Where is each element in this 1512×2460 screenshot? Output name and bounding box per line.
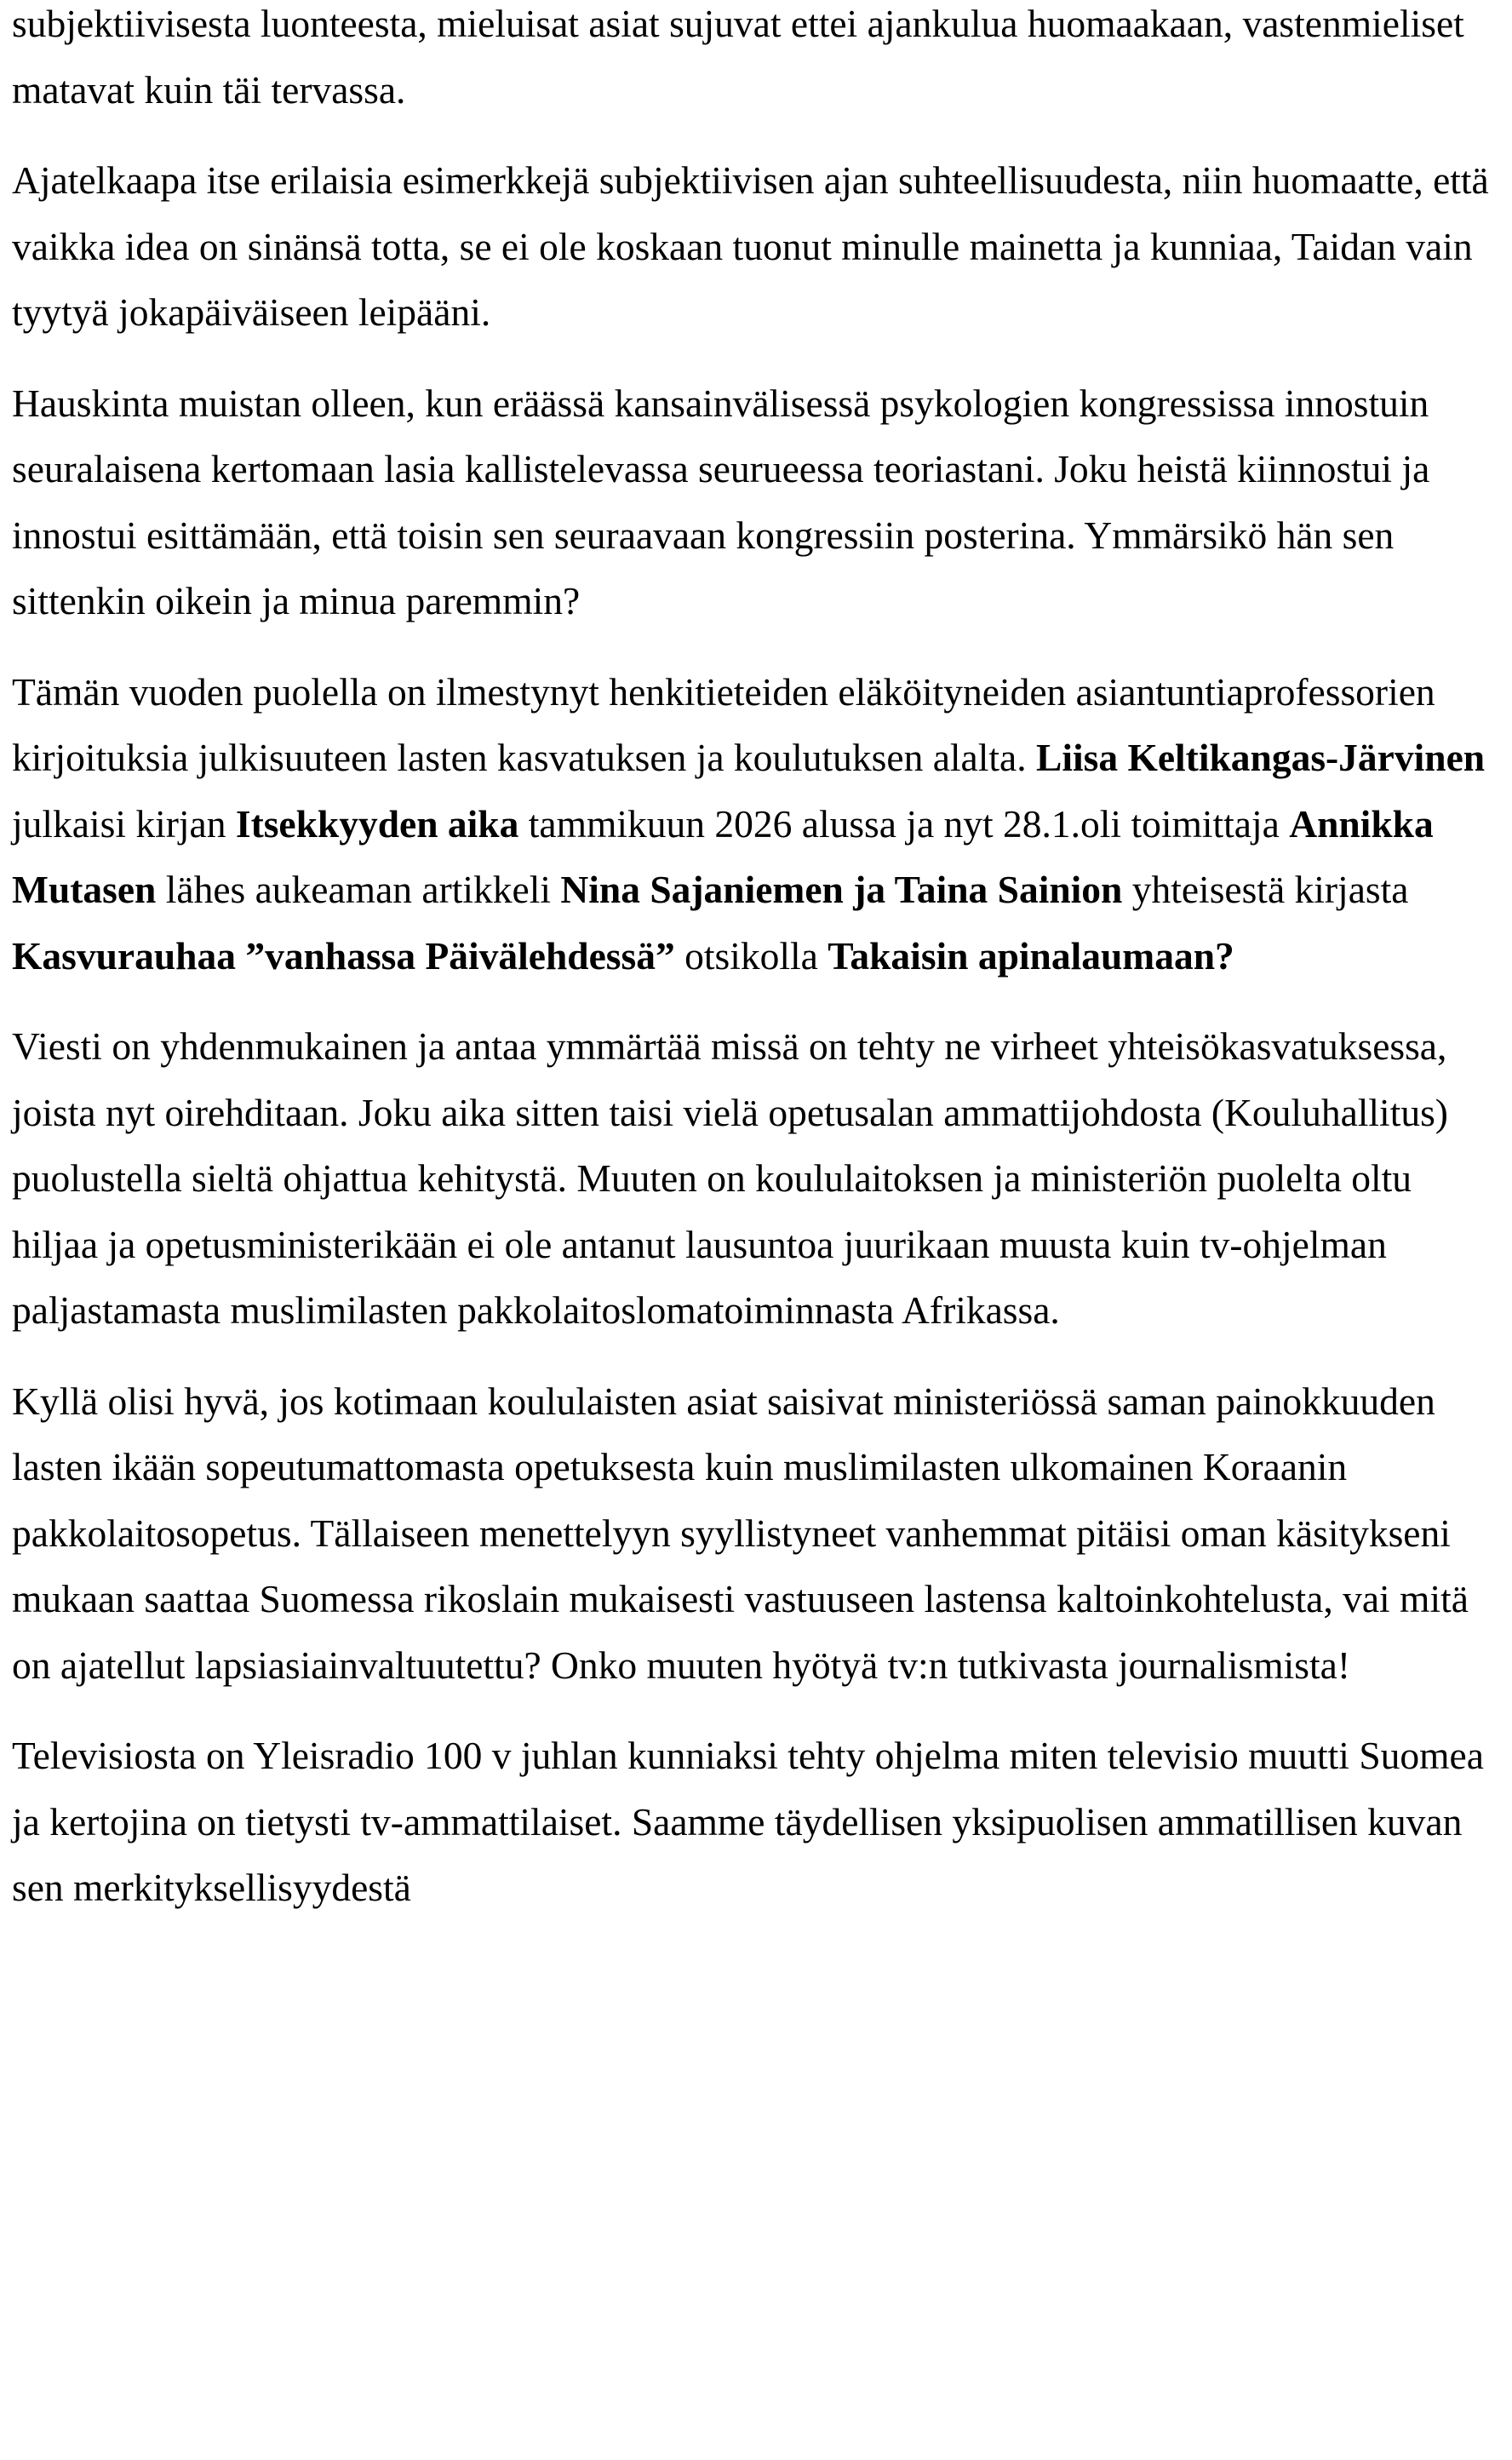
paragraph-4-text-4: lähes aukeaman artikkeli — [156, 868, 561, 911]
journalist-name-annikka-mutasen: Annikka Mutasen — [12, 801, 1434, 911]
paragraph-4-text-6: otsikolla — [674, 933, 828, 978]
paragraph-4 — [12, 659, 1500, 989]
book-title-itsekkyyden-aika: Itsekkyyden aika — [235, 801, 519, 846]
paragraph-4-text-2: julkaisi kirjan — [12, 801, 236, 846]
author-name-liisa-keltikangas-jarvinen: Liisa Keltikangas-Järvinen — [1035, 736, 1486, 779]
paragraph-2: Ajatelkaapa itse erilaisia esimerkkejä subjektiivisen ajan suhteellisuudesta, niin huomaatte, että vaikka idea on sinänsä totta, se ei ole koskaan tuonut minulle mainetta ja kunniaa, Taidan vain tyytyä jokapäiväiseen leipääni. — [12, 158, 1489, 334]
article-title-takaisin-apinalaumaan: Takaisin apinalaumaan? — [828, 933, 1234, 978]
paragraph-4-text-3: tammikuun 2026 alussa ja nyt 28.1.oli toimittaja — [518, 801, 1290, 846]
book-title-kasvurauhaa: Kasvurauhaa ”vanhassa Päivälehdessä” — [12, 933, 675, 978]
paragraph-4-text-5: yhteisestä kirjasta — [1122, 868, 1409, 911]
paragraph-5: Viesti on yhdenmukainen ja antaa ymmärtää missä on tehty ne virheet yhteisökasvatuksessa, joista nyt oirehditaan. Joku aika sitten taisi vielä opetusalan ammattijohdosta (Kouluhallitus) puolustella sieltä ohjattua kehitystä. Muuten on koululaitoksen ja ministeriön puolelta oltu hiljaa ja opetusministerikään ei ole antanut lausuntoa juurikaan muusta kuin tv-ohjelman paljastamasta muslimilasten pakkolaitoslomatoiminnasta Afrikassa. — [12, 1024, 1448, 1332]
author-names-sajaniemi-sainio: Nina Sajaniemen ja Taina Sainion — [560, 868, 1123, 911]
paragraph-7: Televisiosta on Yleisradio 100 v juhlan kunniaksi tehty ohjelma miten televisio muutti Suomea ja kertojina on tietysti tv-ammattilaiset. Saamme täydellisen yksipuolisen ammatillisen kuvan sen merkityksellisyydestä — [12, 1734, 1484, 1909]
paragraph-3: Hauskinta muistan olleen, kun eräässä kansainvälisessä psykologien kongressissa innostuin seuralaisena kertomaan lasia kallistelevassa seurueessa teoriastani. Joku heistä kiinnostui ja innostui esittämään, että toisin sen seuraavaan kongressiin posterina. Ymmärsikö hän sen sittenkin oikein ja minua paremmin? — [12, 381, 1430, 622]
paragraph-1: subjektiivisesta luonteesta, mieluisat asiat sujuvat ettei ajankulua huomaakaan, vastenmieliset matavat kuin täi tervassa. — [12, 2, 1464, 112]
paragraph-4-text-1: Tämän vuoden puolella on ilmestynyt henkitieteiden eläköityneiden asiantuntiaprofessorien kirjoituksia julkisuuteen lasten kasvatuksen ja koulutuksen alalta. — [12, 669, 1435, 779]
paragraph-6: Kyllä olisi hyvä, jos kotimaan koululaisten asiat saisivat ministeriössä saman painokkuuden lasten ikään sopeutumattomasta opetuksesta kuin muslimilasten ulkomainen Koraanin pakkolaitosopetus. Tällaiseen menettelyyn syyllistyneet vanhemmat pitäisi oman käsitykseni mukaan saattaa Suomessa rikoslain mukaisesti vastuuseen lastensa kaltoinkohtelusta, vai mitä on ajatellut lapsiasiainvaltuutettu? Onko muuten hyötyä tv:n tutkivasta journalismista! — [12, 1379, 1469, 1687]
